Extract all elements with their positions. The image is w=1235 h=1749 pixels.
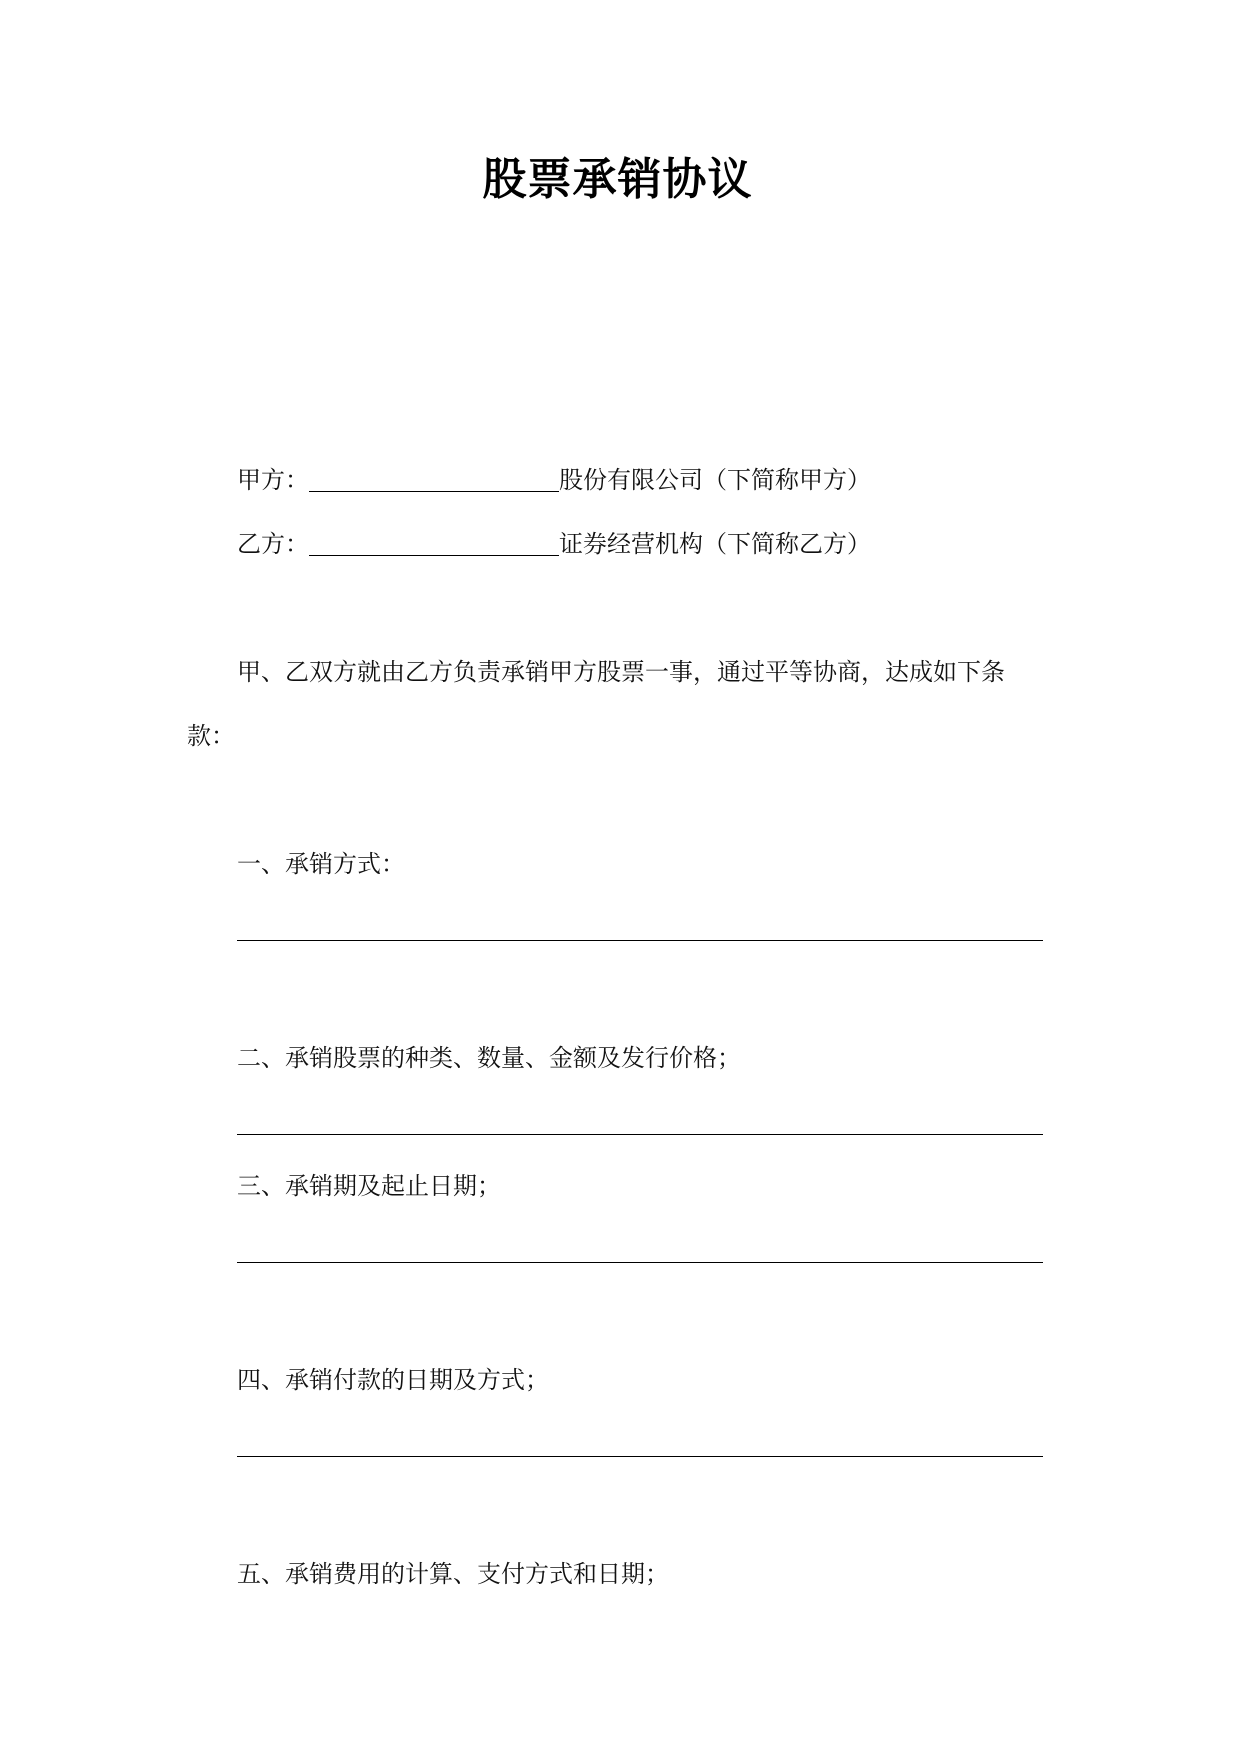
clause-4-blank-line — [237, 1456, 1043, 1457]
clause-1: 一、承销方式： — [237, 850, 405, 878]
intro-line-2: 款： — [187, 722, 235, 750]
clause-5: 五、承销费用的计算、支付方式和日期； — [237, 1560, 669, 1588]
document-title: 股票承销协议 — [482, 154, 753, 205]
clause-2-blank-line — [237, 1134, 1043, 1135]
party-a-line — [237, 464, 871, 496]
clause-2: 二、承销股票的种类、数量、金额及发行价格； — [237, 1044, 741, 1072]
party-a-label: 甲方： — [237, 466, 309, 494]
party-b-label: 乙方： — [237, 530, 309, 558]
party-b-suffix: 证券经营机构（下简称乙方） — [559, 530, 871, 558]
clause-1-blank-line — [237, 940, 1043, 941]
party-a-blank — [309, 467, 559, 492]
party-a-suffix: 股份有限公司（下简称甲方） — [559, 466, 871, 494]
clause-3: 三、承销期及起止日期； — [237, 1172, 501, 1200]
intro-line-1: 甲、乙双方就由乙方负责承销甲方股票一事，通过平等协商，达成如下条 — [237, 658, 1005, 686]
clause-3-blank-line — [237, 1262, 1043, 1263]
party-b-line — [237, 528, 871, 560]
clause-4: 四、承销付款的日期及方式； — [237, 1366, 549, 1394]
party-b-blank — [309, 531, 559, 556]
